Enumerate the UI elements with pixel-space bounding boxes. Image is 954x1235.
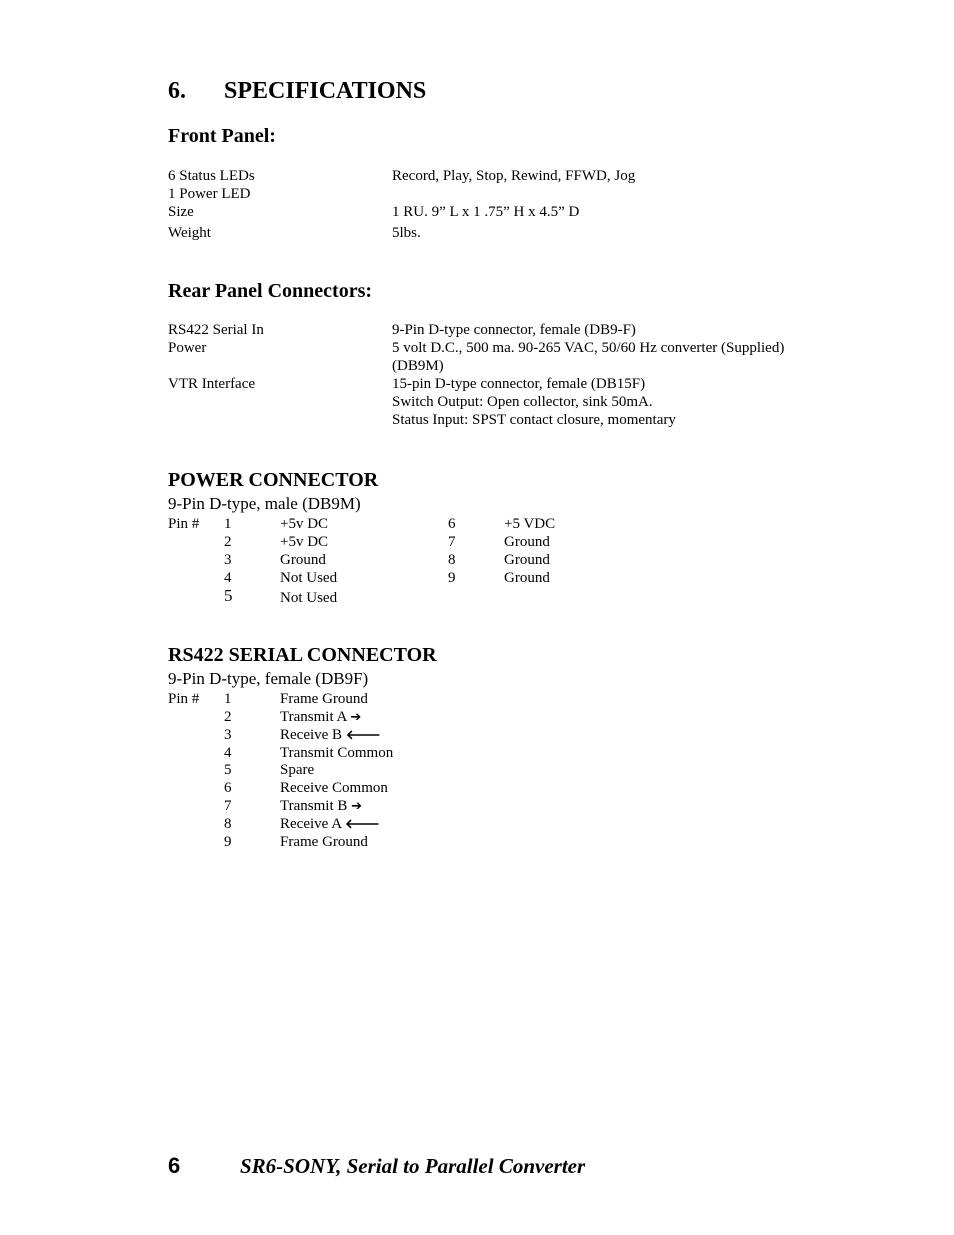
- spec-value: (DB9M): [392, 358, 444, 374]
- pin-signal: Ground: [280, 552, 326, 568]
- pin-number: 3: [224, 727, 232, 743]
- pin-number: 4: [224, 745, 232, 761]
- pin-signal-row: [280, 797, 362, 816]
- pin-number: 6: [448, 516, 456, 532]
- spec-label: 1 Power LED: [168, 186, 251, 202]
- pin-number: 1: [224, 691, 232, 707]
- pin-signal: Transmit A: [280, 709, 347, 725]
- pin-signal-row: [280, 744, 393, 762]
- spec-label: RS422 Serial In: [168, 322, 264, 338]
- pin-number: 3: [224, 552, 232, 568]
- pin-number: 5: [224, 586, 233, 605]
- section-title: SPECIFICATIONS: [224, 78, 427, 104]
- spec-value: Status Input: SPST contact closure, momentary: [392, 412, 676, 428]
- power-connector-subtitle: 9-Pin D-type, male (DB9M): [168, 494, 361, 513]
- pin-number: 7: [448, 534, 456, 550]
- power-connector-heading: POWER CONNECTOR: [168, 469, 379, 491]
- arrow-left-icon: 🡐: [344, 817, 380, 832]
- pin-number: 7: [224, 798, 232, 814]
- pin-signal: Receive A: [280, 816, 342, 832]
- spec-value: 9-Pin D-type connector, female (DB9-F): [392, 322, 636, 338]
- pin-signal-row: [280, 833, 368, 851]
- pin-signal: Receive Common: [280, 780, 388, 796]
- pin-number: 6: [224, 780, 232, 796]
- pin-number: 9: [224, 834, 232, 850]
- pin-label: Pin #: [168, 516, 200, 532]
- spec-value: 1 RU. 9” L x 1 .75” H x 4.5” D: [392, 204, 580, 220]
- pin-signal: Not Used: [280, 570, 338, 586]
- rear-panel-heading: Rear Panel Connectors:: [168, 280, 373, 302]
- pin-signal: Transmit B: [280, 798, 348, 814]
- pin-signal: Spare: [280, 762, 315, 778]
- pin-signal: +5v DC: [280, 534, 329, 550]
- pin-number: 2: [224, 534, 232, 550]
- front-panel-heading: Front Panel:: [168, 125, 276, 147]
- pin-number: 8: [448, 552, 456, 568]
- arrow-right-icon: ➔: [351, 799, 363, 814]
- arrow-left-icon: 🡐: [345, 728, 381, 743]
- pin-signal: Ground: [504, 552, 550, 568]
- spec-label: Weight: [168, 225, 211, 241]
- pin-signal: Frame Ground: [280, 834, 368, 850]
- spec-value: Record, Play, Stop, Rewind, FFWD, Jog: [392, 168, 636, 184]
- pin-signal: Receive B: [280, 727, 343, 743]
- pin-number: 8: [224, 816, 232, 832]
- footer-title: SR6-SONY, Serial to Parallel Converter: [240, 1154, 586, 1178]
- spec-label: VTR Interface: [168, 376, 256, 392]
- pin-signal: Not Used: [280, 590, 338, 606]
- spec-label: 6 Status LEDs: [168, 168, 255, 184]
- pin-signal-row: [280, 761, 314, 779]
- pin-signal: +5v DC: [280, 516, 329, 532]
- section-number: 6.: [168, 78, 186, 104]
- pin-number: 2: [224, 709, 232, 725]
- arrow-right-icon: ➔: [350, 710, 362, 725]
- rs422-connector-heading: RS422 SERIAL CONNECTOR: [168, 644, 437, 666]
- pin-signal-row: [280, 690, 368, 708]
- rs422-connector-subtitle: 9-Pin D-type, female (DB9F): [168, 669, 369, 688]
- pin-signal-row: [280, 708, 361, 727]
- spec-value: 5lbs.: [392, 225, 421, 241]
- pin-signal: +5 VDC: [504, 516, 556, 532]
- pin-signal-row: [280, 815, 380, 834]
- pin-number: 4: [224, 570, 232, 586]
- spec-value: 5 volt D.C., 500 ma. 90-265 VAC, 50/60 Hz converter (Supplied): [392, 340, 785, 356]
- pin-signal: Transmit Common: [280, 745, 394, 761]
- pin-label: Pin #: [168, 691, 200, 707]
- spec-label: Size: [168, 204, 194, 220]
- spec-value: 15-pin D-type connector, female (DB15F): [392, 376, 646, 392]
- pin-number: 5: [224, 762, 232, 778]
- spec-value: Switch Output: Open collector, sink 50mA.: [392, 394, 653, 410]
- pin-number: 1: [224, 516, 232, 532]
- page-number: 6: [168, 1153, 181, 1178]
- pin-number: 9: [448, 570, 456, 586]
- pin-signal: Frame Ground: [280, 691, 368, 707]
- pin-signal-row: [280, 779, 388, 797]
- spec-label: Power: [168, 340, 207, 356]
- pin-signal: Ground: [504, 534, 550, 550]
- pin-signal-row: [280, 726, 381, 745]
- pin-signal: Ground: [504, 570, 550, 586]
